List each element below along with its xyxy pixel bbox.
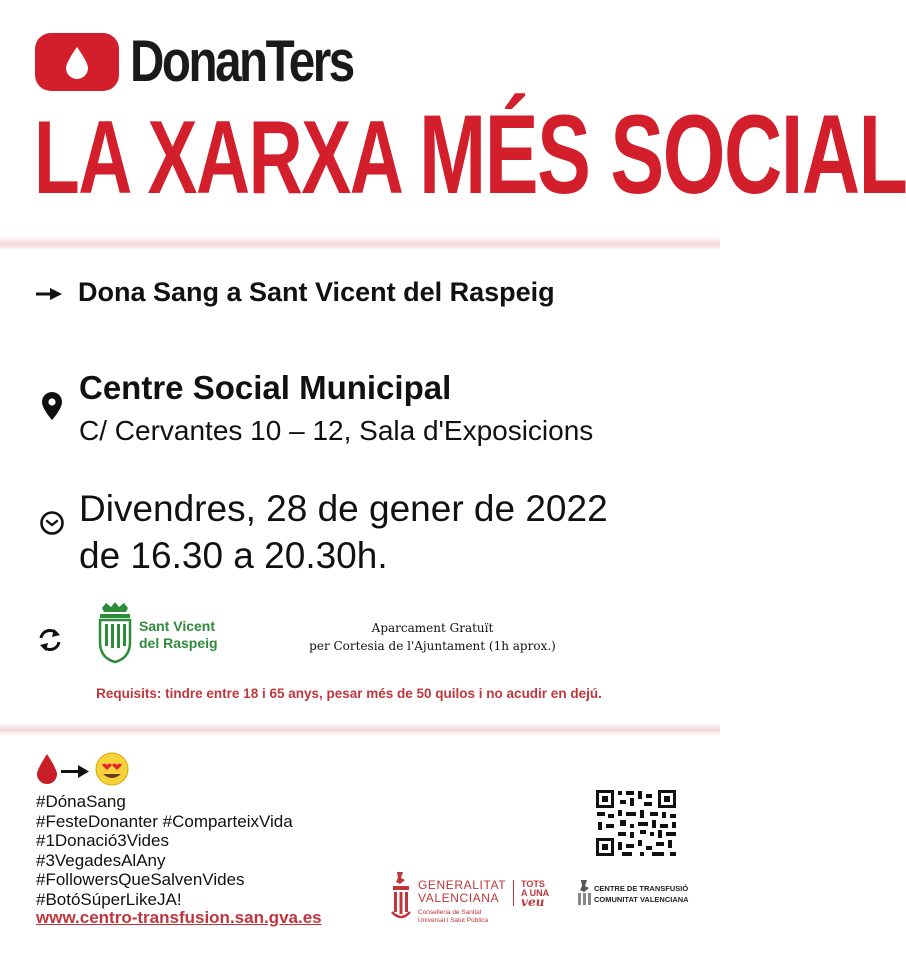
- donanters-logo-badge: [35, 33, 119, 91]
- hashtag: #DónaSang: [36, 792, 126, 811]
- heart-eyes-emoji-icon: [96, 753, 128, 785]
- right-arrow-icon: [61, 770, 79, 773]
- refresh-icon: [36, 626, 64, 654]
- event-title: Dona Sang a Sant Vicent del Raspeig: [78, 277, 555, 307]
- hashtag: #BotóSúperLikeJA!: [36, 889, 182, 909]
- parking-line1: Aparcament Gratuït: [371, 621, 494, 635]
- headline-part2: MÉS SOCIAL: [419, 92, 906, 217]
- ct-line2: COMUNITAT VALENCIANA: [594, 895, 689, 904]
- website-link[interactable]: www.centro-transfusion.san.gva.es: [36, 908, 322, 927]
- qr-code[interactable]: [594, 788, 678, 858]
- town-name: [139, 618, 218, 652]
- tots-line1: TOTS: [521, 879, 545, 889]
- gv-department: [418, 909, 488, 925]
- header: [0, 0, 906, 240]
- venue-address: C/ Cervantes 10 – 12, Sala d'Exposicions: [79, 415, 594, 446]
- location-pin-icon: [42, 392, 62, 420]
- town-name-line2: del Raspeig: [139, 635, 218, 651]
- centre-transfusio-name: [594, 883, 689, 905]
- venue-name: Centre Social Municipal: [79, 369, 452, 406]
- centre-transfusio-logo: [575, 878, 593, 908]
- gv-name-line1: GENERALITAT: [418, 878, 507, 892]
- parking-line2: per Cortesia de l'Ajuntament (1h aprox.): [309, 639, 556, 653]
- brand-name: DonanTers: [130, 29, 353, 94]
- gv-sub-line1: Conselleria de Sanitat: [418, 909, 482, 916]
- blood-drop-icon: [63, 46, 91, 80]
- town-name-line1: Sant Vicent: [139, 618, 215, 634]
- gv-name-line2: VALENCIANA: [418, 891, 500, 905]
- hashtag: #3VegadesAlAny: [36, 850, 166, 870]
- gv-sub-line2: Universal i Salut Pública: [418, 917, 489, 924]
- clock-icon: [39, 510, 65, 536]
- drop-to-emoji-graphic: [36, 752, 132, 786]
- hashtag-list: [36, 792, 293, 909]
- tots-a-una-veu-logo: [521, 880, 549, 907]
- blood-drop-icon: [37, 754, 57, 784]
- hashtag: #FesteDonanter #ComparteixVida: [36, 811, 293, 831]
- event-date: Divendres, 28 de gener de 2022: [79, 488, 608, 529]
- town-crest-logo: [96, 602, 134, 664]
- hashtag: #1Donació3Vides: [36, 831, 169, 850]
- hashtag: #FollowersQueSalvenVides: [36, 870, 245, 889]
- right-arrow-icon: [36, 288, 62, 300]
- divider-bottom: [0, 722, 720, 736]
- gv-divider: [513, 880, 514, 906]
- gv-name: [418, 879, 506, 905]
- tots-line2: A UNA: [521, 888, 550, 898]
- event-time: de 16.30 a 20.30h.: [79, 535, 388, 576]
- headline: [34, 92, 906, 217]
- generalitat-valenciana-logo: [388, 870, 414, 922]
- parking-info: [260, 619, 605, 655]
- tots-line3: veu: [521, 895, 545, 909]
- divider-top: [0, 236, 720, 250]
- ct-line1: CENTRE DE TRANSFUSIÓ: [594, 884, 689, 893]
- requirements-text: Requisits: tindre entre 18 i 65 anys, pesar més de 50 quilos i no acudir en dejú.: [96, 686, 602, 701]
- headline-part1: LA XARXA: [34, 100, 420, 216]
